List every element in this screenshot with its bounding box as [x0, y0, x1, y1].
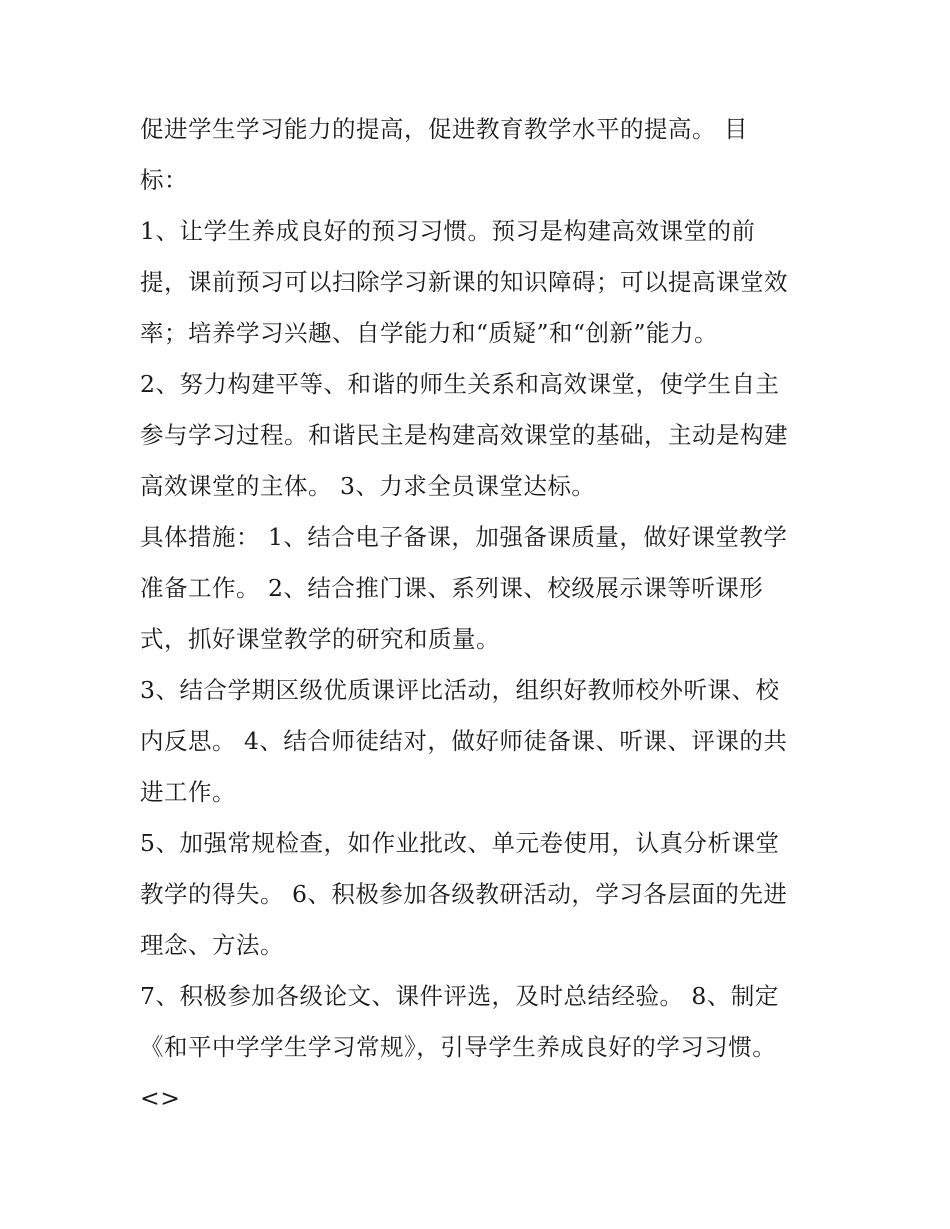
document-body	[140, 104, 820, 1124]
text-line: 准备工作。 2、结合推门课、系列课、校级展示课等听课形	[140, 574, 764, 602]
text-line: 内反思。 4、结合师徒结对，做好师徒备课、听课、评课的共	[140, 727, 788, 755]
text-line: 3、结合学期区级优质课评比活动，组织好教师校外听课、校	[140, 676, 780, 704]
text-line: 提，课前预习可以扫除学习新课的知识障碍；可以提高课堂效	[140, 268, 788, 296]
text-line: 率；培养学习兴趣、自学能力和“质疑”和“创新”能力。	[140, 319, 719, 347]
text-line: 2、努力构建平等、和谐的师生关系和高效课堂，使学生自主	[140, 370, 780, 398]
text-line: 高效课堂的主体。 3、力求全员课堂达标。	[140, 472, 596, 500]
text-line: 式，抓好课堂教学的研究和质量。	[140, 625, 500, 653]
text-line: 5、加强常规检查，如作业批改、单元卷使用，认真分析课堂	[140, 829, 780, 857]
text-line: 促进学生学习能力的提高，促进教育教学水平的提高。 目	[140, 115, 748, 143]
text-line: 标：	[140, 166, 188, 194]
text-line: <>	[140, 1084, 181, 1112]
text-line: 参与学习过程。和谐民主是构建高效课堂的基础，主动是构建	[140, 421, 788, 449]
text-line: 教学的得失。 6、积极参加各级教研活动，学习各层面的先进	[140, 880, 788, 908]
text-line: 理念、方法。	[140, 931, 284, 959]
text-line: 7、积极参加各级论文、课件评选，及时总结经验。 8、制定	[140, 982, 779, 1010]
text-line: 1、让学生养成良好的预习习惯。预习是构建高效课堂的前	[140, 217, 756, 245]
text-line: 《和平中学学生学习常规》，引导学生养成良好的学习习惯。	[140, 1033, 777, 1061]
text-line: 进工作。	[140, 778, 236, 806]
text-line: 具体措施： 1、结合电子备课，加强备课质量，做好课堂教学	[140, 523, 788, 551]
